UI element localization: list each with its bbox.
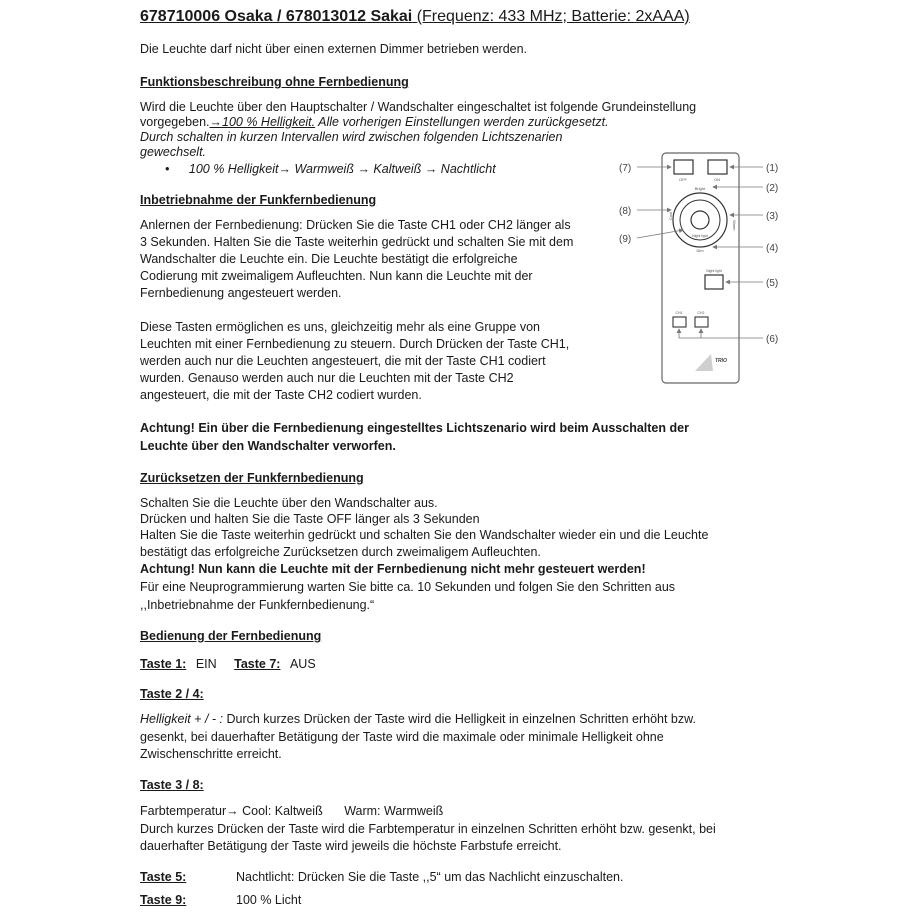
func-line-2	[140, 115, 609, 129]
cool-label: Cool	[668, 211, 673, 220]
setup-p2-line: werden auch nur die Leuchten angesteuert, die mit der Taste CH1 codiert	[140, 354, 546, 368]
bullet-dot: •	[165, 162, 170, 176]
setup-p2-line: wurden. Genauso werden auch nur die Leuchten mit der Taste CH2	[140, 371, 514, 385]
reset-warning: Achtung! Nun kann die Leuchte mit der Fernbedienung nicht mehr gesteuert werden!	[140, 562, 646, 576]
setup-p2-line: Diese Tasten ermöglichen es uns, gleichzeitig mehr als eine Gruppe von	[140, 320, 540, 334]
on-button	[708, 160, 727, 174]
setup-warning-2: Leuchte über den Wandschalter verworfen.	[140, 439, 396, 453]
key-2-4-prefix: Helligkeit + / - :	[140, 712, 224, 726]
key-7-value: AUS	[289, 657, 316, 671]
on-button-label: ON	[714, 177, 720, 182]
setup-p1-line: Codierung mit zweimaligem Aufleuchten. Nun kann die Leuchte mit der	[140, 269, 533, 283]
func-heading: Funktionsbeschreibung ohne Fernbedienung	[140, 75, 409, 89]
title-main: 678710006 Osaka / 678013012 Sakai	[140, 8, 413, 25]
page-title	[140, 8, 690, 26]
key-9-label: Taste 9:	[140, 893, 187, 907]
key-1-label: Taste 1:	[140, 657, 187, 671]
func-line-3: Durch schalten in kurzen Intervallen wird zwischen folgenden Lichtszenarien	[140, 130, 563, 144]
func-line-4: gewechselt.	[140, 145, 207, 159]
setup-p1-line: Anlernen der Fernbedienung: Drücken Sie die Taste CH1 oder CH2 länger als	[140, 218, 571, 232]
night-label: Night light	[692, 234, 708, 238]
key-3-8-cool: Farbtemperatur→ Cool: Kaltweiß	[140, 804, 323, 818]
ch1-button	[673, 317, 686, 327]
callout-9: (9)	[619, 234, 632, 245]
callout-1: (1)	[766, 163, 779, 174]
night-button	[705, 275, 723, 289]
callout-7: (7)	[619, 163, 632, 174]
key-2-4-text: Durch kurzes Drücken der Taste wird die Helligkeit in einzelnen Schritten erhöht bzw.	[223, 712, 696, 726]
off-button	[674, 160, 693, 174]
bright-label: Bright	[694, 186, 706, 191]
reset-line-6: ,,Inbetriebnahme der Funkfernbedienung.“	[140, 598, 375, 612]
ch2-label: CH2	[697, 311, 705, 315]
setup-p1-line: 3 Sekunden. Halten Sie die Taste weiterhin gedrückt und schalten Sie mit dem	[140, 235, 574, 249]
setup-p1-line: Wandschalter die Leuchte ein. Die Leuchte bestätigt die erfolgreiche	[140, 252, 518, 266]
func-bullet	[165, 162, 496, 176]
key-2-4-label: Taste 2 / 4:	[140, 687, 204, 701]
setup-warning-1: Achtung! Ein über die Fernbedienung eingestelltes Lichtszenario wird beim Ausschalten der	[140, 421, 689, 435]
reset-heading: Zurücksetzen der Funkfernbedienung	[140, 471, 364, 485]
key-3-8-line-2: Durch kurzes Drücken der Taste wird die Farbtemperatur in einzelnen Schritten erhöht bzw. gesenkt, bei	[140, 822, 716, 836]
reset-line-2: Drücken und halten Sie die Taste OFF länger als 3 Sekunden	[140, 512, 480, 526]
func-line-2c: Alle vorherigen Einstellungen werden zurückgesetzt.	[315, 115, 609, 129]
brand-logo-text: TRIO	[715, 358, 727, 364]
bullet-text: 100 % Helligkeit→ Warmweiß → Kaltweiß → Nachtlicht	[188, 162, 496, 176]
callout-2: (2)	[766, 183, 779, 194]
ch1-label: CH1	[675, 311, 683, 315]
func-line-2b: →100 % Helligkeit.	[209, 115, 316, 129]
func-line-2a: vorgegeben.	[140, 115, 210, 129]
setup-p2-line: angesteuert, die mit der Taste CH2 codiert wurden.	[140, 388, 422, 402]
callout-3: (3)	[766, 211, 779, 222]
func-line-1: Wird die Leuchte über den Hauptschalter / Wandschalter eingeschaltet ist folgende Grundeinstellung	[140, 100, 697, 114]
dim-label: Dim	[696, 248, 704, 253]
key-3-8-line-1	[140, 804, 443, 818]
key-9-value: 100 % Licht	[236, 893, 302, 907]
key-1-7-row	[140, 657, 316, 671]
key-7-label: Taste 7:	[234, 657, 281, 671]
key-1-value: EIN	[195, 657, 217, 671]
key-5-value: Nachtlicht: Drücken Sie die Taste ,,5“ um das Nachlicht einzuschalten.	[236, 870, 624, 884]
callout-4: (4)	[766, 243, 779, 254]
key-3-8-line-3: dauerhafter Betätigung der Taste wird jeweils die höchste Farbstufe erreicht.	[140, 839, 562, 853]
key-2-4-line-2: gesenkt, bei dauerhafter Betätigung der Taste wird die maximale oder minimale Helligkeit ohne	[140, 730, 664, 744]
warm-label: Warm	[732, 220, 737, 231]
setup-heading: Inbetriebnahme der Funkfernbedienung	[140, 193, 377, 207]
setup-paragraph-1	[140, 217, 610, 302]
intro-text: Die Leuchte darf nicht über einen externen Dimmer betrieben werden.	[140, 42, 528, 56]
setup-p2-line: Leuchten mit einer Fernbedienung zu steuern. Durch Drücken der Taste CH1,	[140, 337, 570, 351]
callout-5: (5)	[766, 278, 779, 289]
night-button-label: Night light	[706, 269, 722, 273]
reset-line-4: bestätigt das erfolgreiche Zurücksetzen durch zweimaligem Aufleuchten.	[140, 545, 541, 559]
off-button-label: OFF	[679, 177, 687, 182]
reset-line-1: Schalten Sie die Leuchte über den Wandschalter aus.	[140, 496, 438, 510]
operation-heading: Bedienung der Fernbedienung	[140, 629, 322, 643]
callout-6: (6)	[766, 334, 779, 345]
key-2-4-line-1	[140, 712, 696, 726]
key-5-label: Taste 5:	[140, 870, 187, 884]
reset-line-5: Für eine Neuprogrammierung warten Sie bitte ca. 10 Sekunden und folgen Sie den Schritten aus	[140, 580, 676, 594]
dpad-center	[691, 211, 709, 229]
key-3-8-label: Taste 3 / 8:	[140, 778, 204, 792]
ch2-button	[695, 317, 708, 327]
setup-paragraph-2	[140, 319, 610, 404]
key-3-8-warm: Warm: Warmweiß	[344, 804, 444, 818]
key-2-4-line-3: Zwischenschritte erreicht.	[140, 747, 282, 761]
setup-p1-line: Fernbedienung angesteuert werden.	[140, 286, 342, 300]
reset-line-3: Halten Sie die Taste weiterhin gedrückt und schalten Sie den Wandschalter wieder ein und die Leuchte	[140, 528, 709, 542]
callout-8: (8)	[619, 206, 632, 217]
remote-diagram	[615, 148, 785, 398]
title-sub: (Frequenz: 433 MHz; Batterie: 2xAAA)	[416, 8, 690, 25]
